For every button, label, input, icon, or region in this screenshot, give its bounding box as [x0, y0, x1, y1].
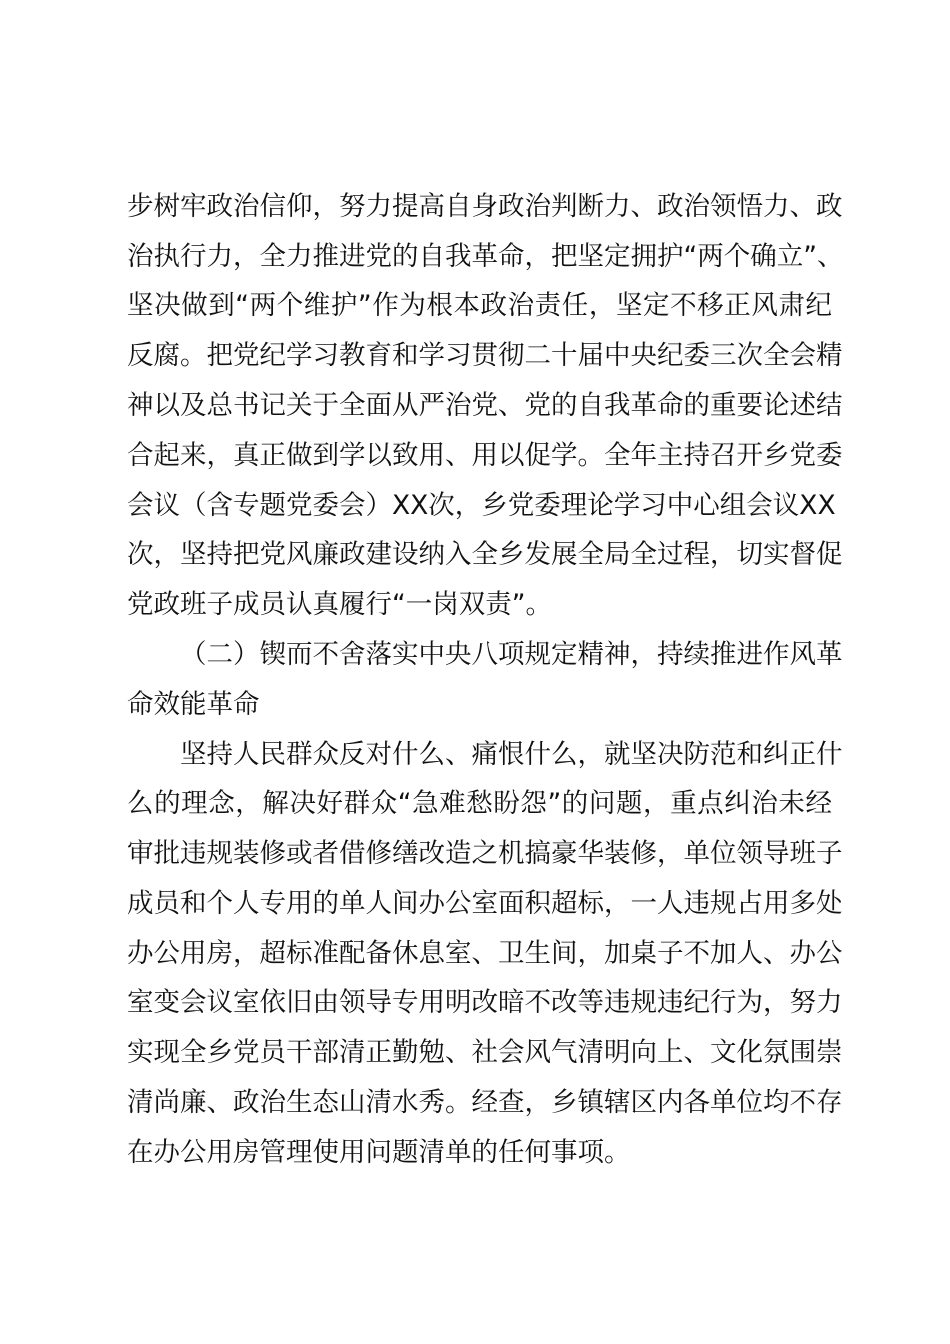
- text-line-14: 审批违规装修或者借修缮改造之机搞豪华装修，单位领导班子: [127, 838, 843, 869]
- text-line-20: 在办公用房管理使用问题清单的任何事项。: [127, 1137, 631, 1168]
- text-line-2: 治执行力，全力推进党的自我革命，把坚定拥护“两个确立”、: [127, 241, 844, 272]
- text-line-16: 办公用房，超标准配备休息室、卫生间，加桌子不加人、办公: [127, 938, 843, 969]
- text-line-8: 次，坚持把党风廉政建设纳入全乡发展全局全过程，切实督促: [127, 539, 843, 570]
- text-line-17: 室变会议室依旧由领导专用明改暗不改等违规违纪行为，努力: [127, 987, 843, 1018]
- text-line-3: 坚决做到“两个维护”作为根本政治责任，坚定不移正风肃纪: [127, 290, 832, 321]
- text-line-4: 反腐。把党纪学习教育和学习贯彻二十届中央纪委三次全会精: [127, 340, 843, 371]
- text-line-5: 神以及总书记关于全面从严治党、党的自我革命的重要论述结: [127, 390, 843, 421]
- text-line-13: 么的理念，解决好群众“急难愁盼怨”的问题，重点纠治未经: [127, 788, 832, 819]
- text-line-1: 步树牢政治信仰，努力提高自身政治判断力、政治领悟力、政: [127, 191, 843, 222]
- text-line-19: 清尚廉、政治生态山清水秀。经查，乡镇辖区内各单位均不存: [127, 1087, 843, 1118]
- text-line-9: 党政班子成员认真履行“一岗双责”。: [127, 589, 552, 620]
- text-line-12: 坚持人民群众反对什么、痛恨什么，就坚决防范和纠正什: [180, 739, 843, 770]
- text-line-7: 会议（含专题党委会）XX次，乡党委理论学习中心组会议XX: [127, 490, 836, 521]
- section-heading-line-2: 命效能革命: [127, 689, 260, 720]
- text-line-18: 实现全乡党员干部清正勤勉、社会风气清明向上、文化氛围崇: [127, 1037, 843, 1068]
- text-line-15: 成员和个人专用的单人间办公室面积超标，一人违规占用多处: [127, 888, 843, 919]
- text-line-6: 合起来，真正做到学以致用、用以促学。全年主持召开乡党委: [127, 440, 843, 471]
- section-heading-line-1: （二）锲而不舍落实中央八项规定精神，持续推进作风革: [180, 639, 843, 670]
